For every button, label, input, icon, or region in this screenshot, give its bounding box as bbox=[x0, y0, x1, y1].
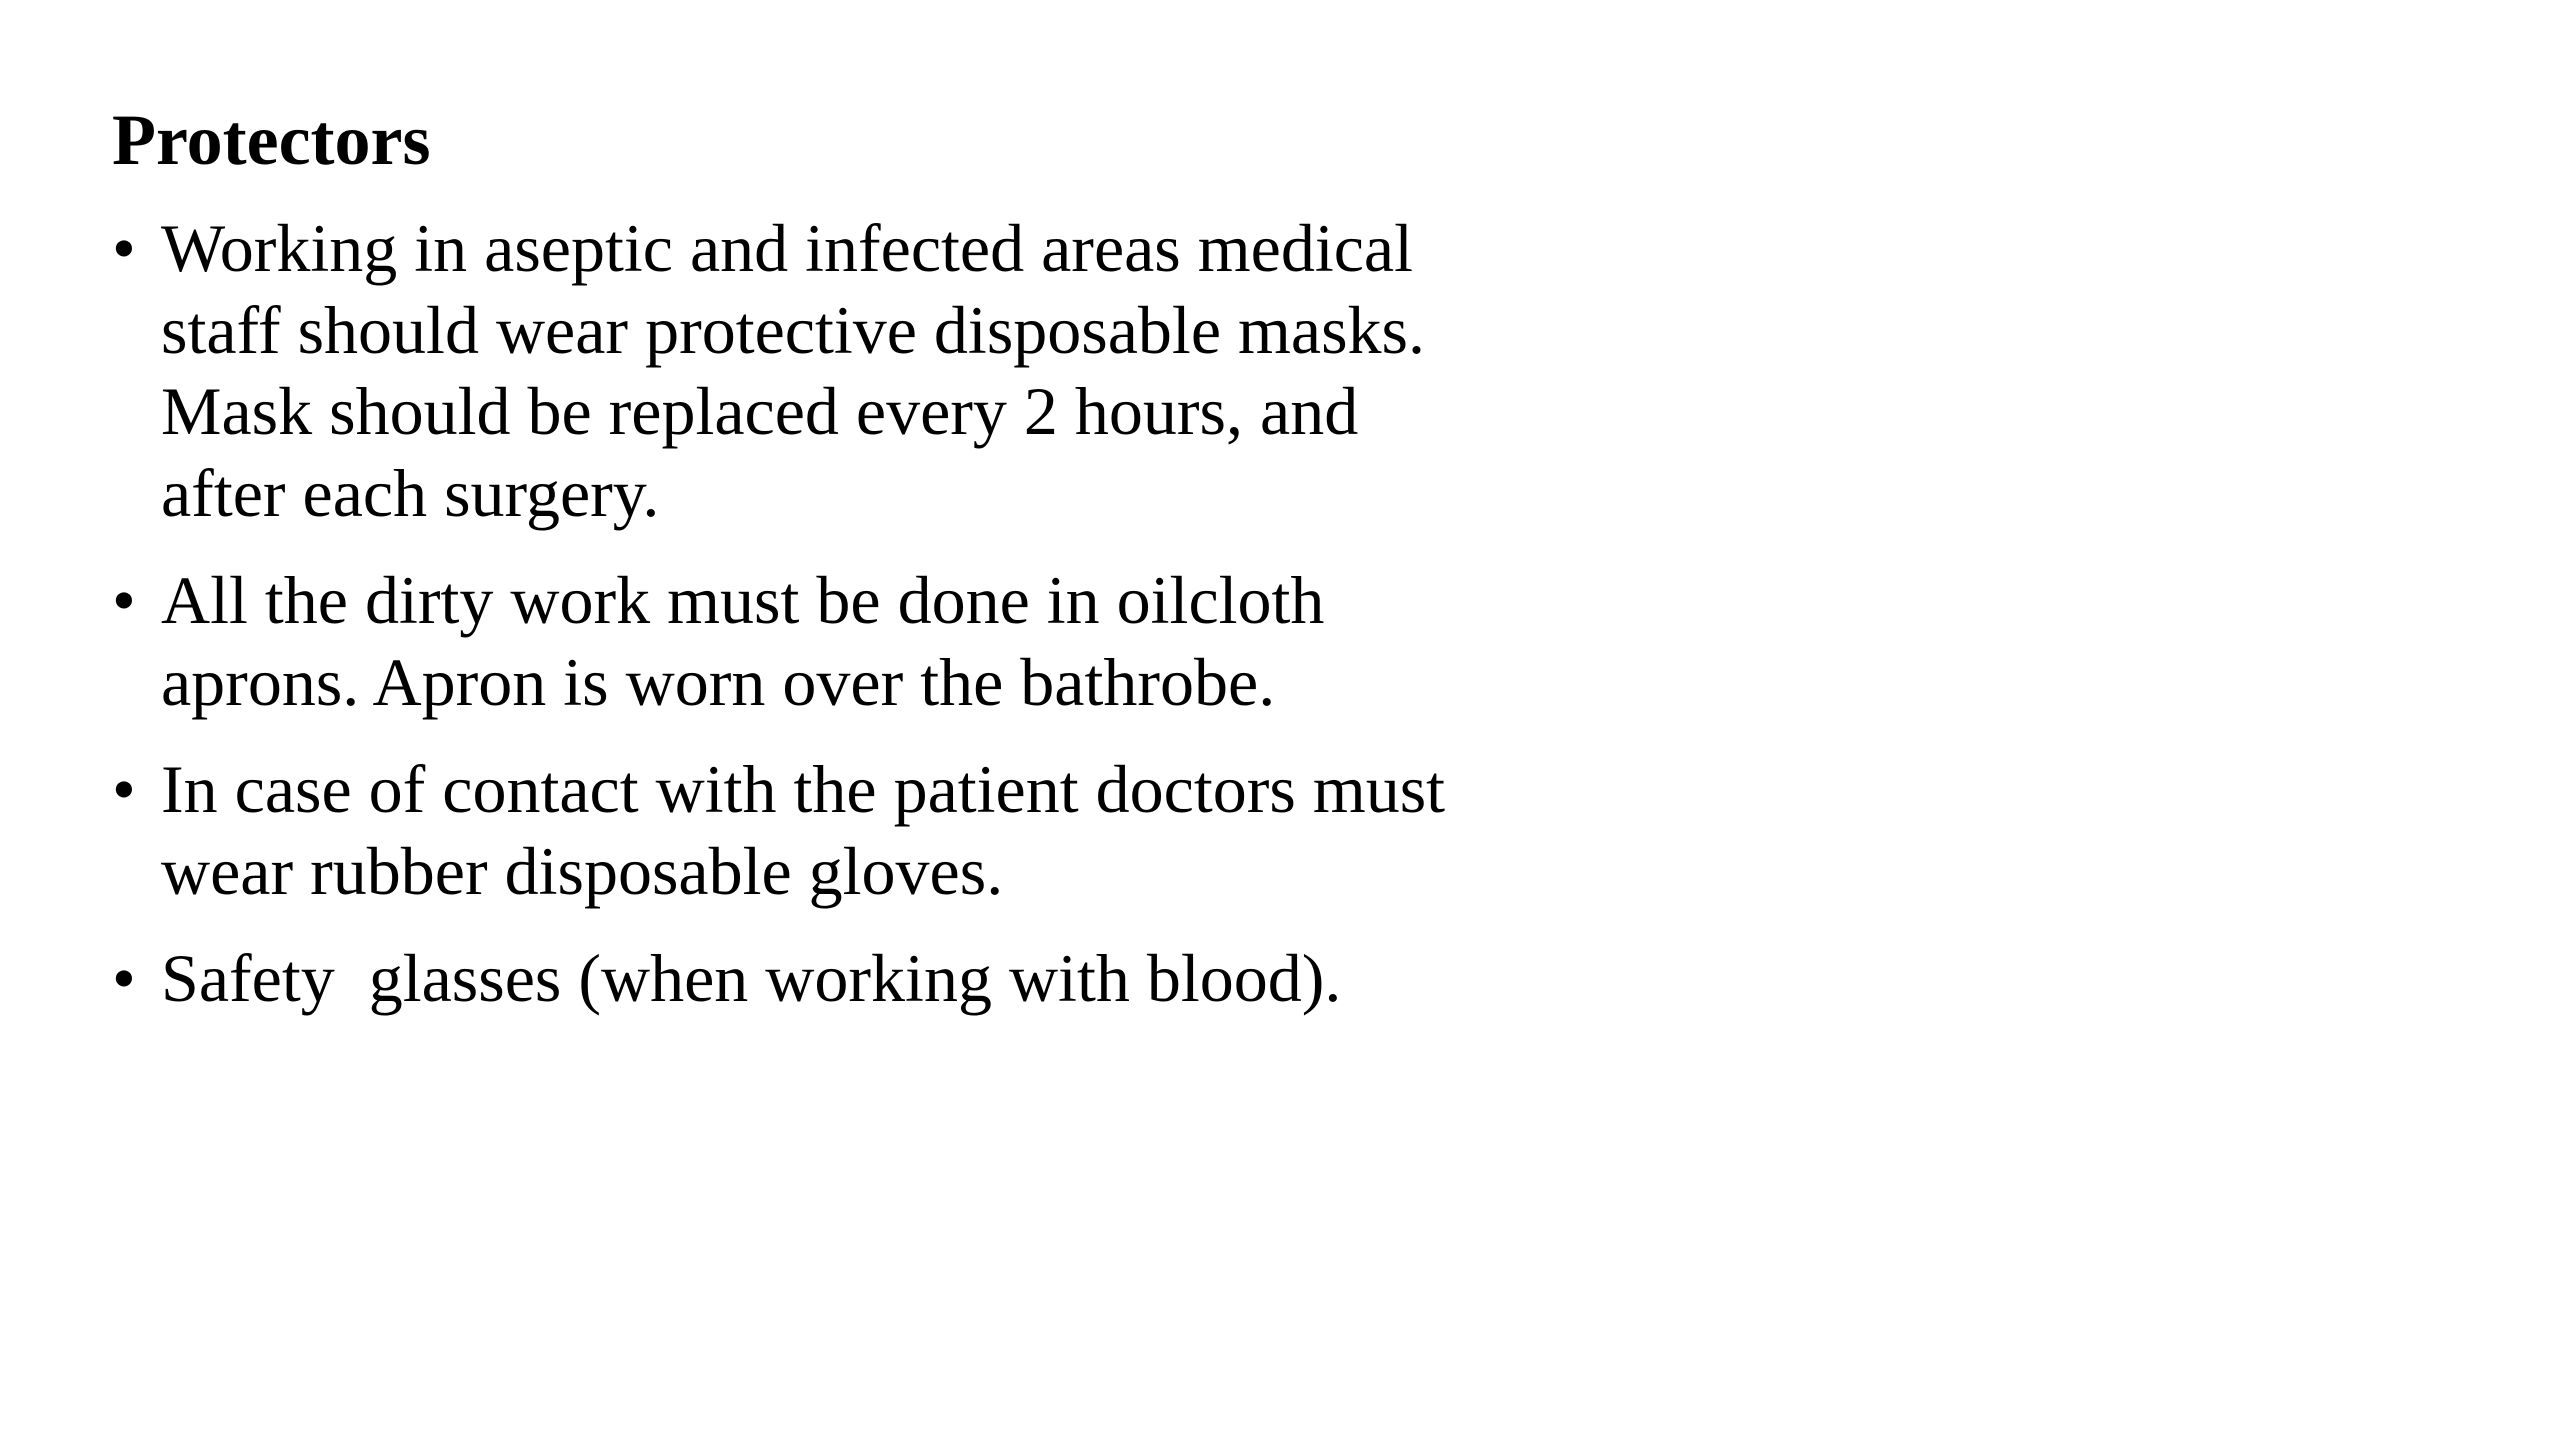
bullet-text: In case of contact with the patient doctors must wear rubber disposable gloves. bbox=[161, 751, 1446, 909]
bullet-dot-icon: • bbox=[112, 210, 136, 286]
bullet-text: Working in aseptic and infected areas medical staff should wear protective disposable masks. Mask should be replaced every 2 hours, and after each surgery. bbox=[161, 210, 1426, 531]
bullet-item bbox=[112, 560, 1612, 723]
bullet-text: All the dirty work must be done in oilcloth aprons. Apron is worn over the bathrobe. bbox=[161, 562, 1325, 720]
bullet-dot-icon: • bbox=[112, 940, 136, 1016]
bullet-item bbox=[112, 749, 1612, 912]
bullet-list bbox=[112, 208, 1612, 1046]
bullet-item bbox=[112, 938, 1612, 1020]
bullet-dot-icon: • bbox=[112, 751, 136, 827]
slide-title: Protectors bbox=[112, 100, 431, 180]
bullet-item bbox=[112, 208, 1612, 534]
bullet-text: Safety glasses (when working with blood). bbox=[161, 940, 1342, 1016]
bullet-dot-icon: • bbox=[112, 562, 136, 638]
